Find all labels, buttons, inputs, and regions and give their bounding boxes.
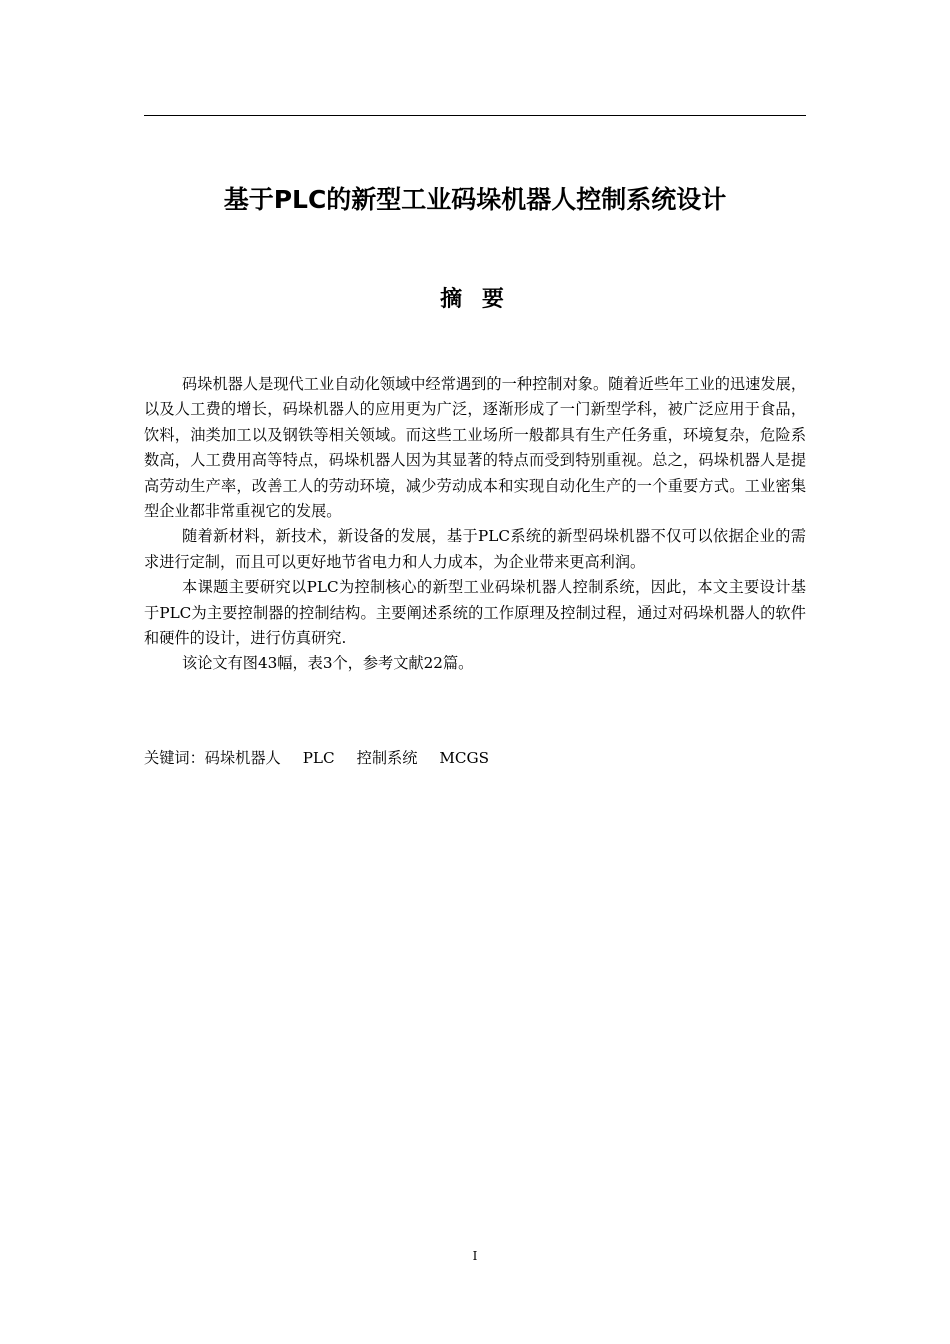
abstract-paragraph: 码垛机器人是现代工业自动化领域中经常遇到的一种控制对象。随着近些年工业的迅速发展，以及人工费的增长，码垛机器人的应用更为广泛，逐渐形成了一门新型学科，被广泛应用于食品，饮料，油类加工以及钢铁等相关领域。而这些工业场所一般都具有生产任务重，环境复杂，危险系数高，人工费用高等特点，码垛机器人因为其显著的特点而受到特别重视。总之，码垛机器人是提高劳动生产率，改善工人的劳动环境，减少劳动成本和实现自动化生产的一个重要方式。工业密集型企业都非常重视它的发展。 (144, 375, 806, 521)
keywords-label: 关键词： (144, 749, 205, 767)
keyword: PLC (302, 749, 335, 767)
keyword: 码垛机器人 (204, 749, 281, 767)
keyword: 控制系统 (356, 749, 418, 767)
abstract-body (144, 372, 806, 677)
abstract-paragraph: 该论文有图43幅，表3个，参考文献22篇。 (182, 654, 474, 673)
page-number: I (472, 1249, 478, 1263)
keywords-line (144, 745, 806, 771)
abstract-paragraph: 随着新材料，新技术，新设备的发展，基于PLC系统的新型码垛机器不仅可以依据企业的需求进行定制，而且可以更好地节省电力和人力成本，为企业带来更高利润。 (144, 527, 806, 571)
header-rule (144, 115, 806, 116)
keyword: MCGS (439, 749, 490, 767)
document-title: 基于PLC的新型工业码垛机器人控制系统设计 (223, 185, 727, 214)
abstract-paragraph: 本课题主要研究以PLC为控制核心的新型工业码垛机器人控制系统，因此，本文主要设计基于PLC为主要控制器的控制结构。主要阐述系统的工作原理及控制过程，通过对码垛机器人的软件和硬件的设计，进行仿真研究. (144, 578, 806, 648)
abstract-heading: 摘 要 (440, 287, 510, 312)
